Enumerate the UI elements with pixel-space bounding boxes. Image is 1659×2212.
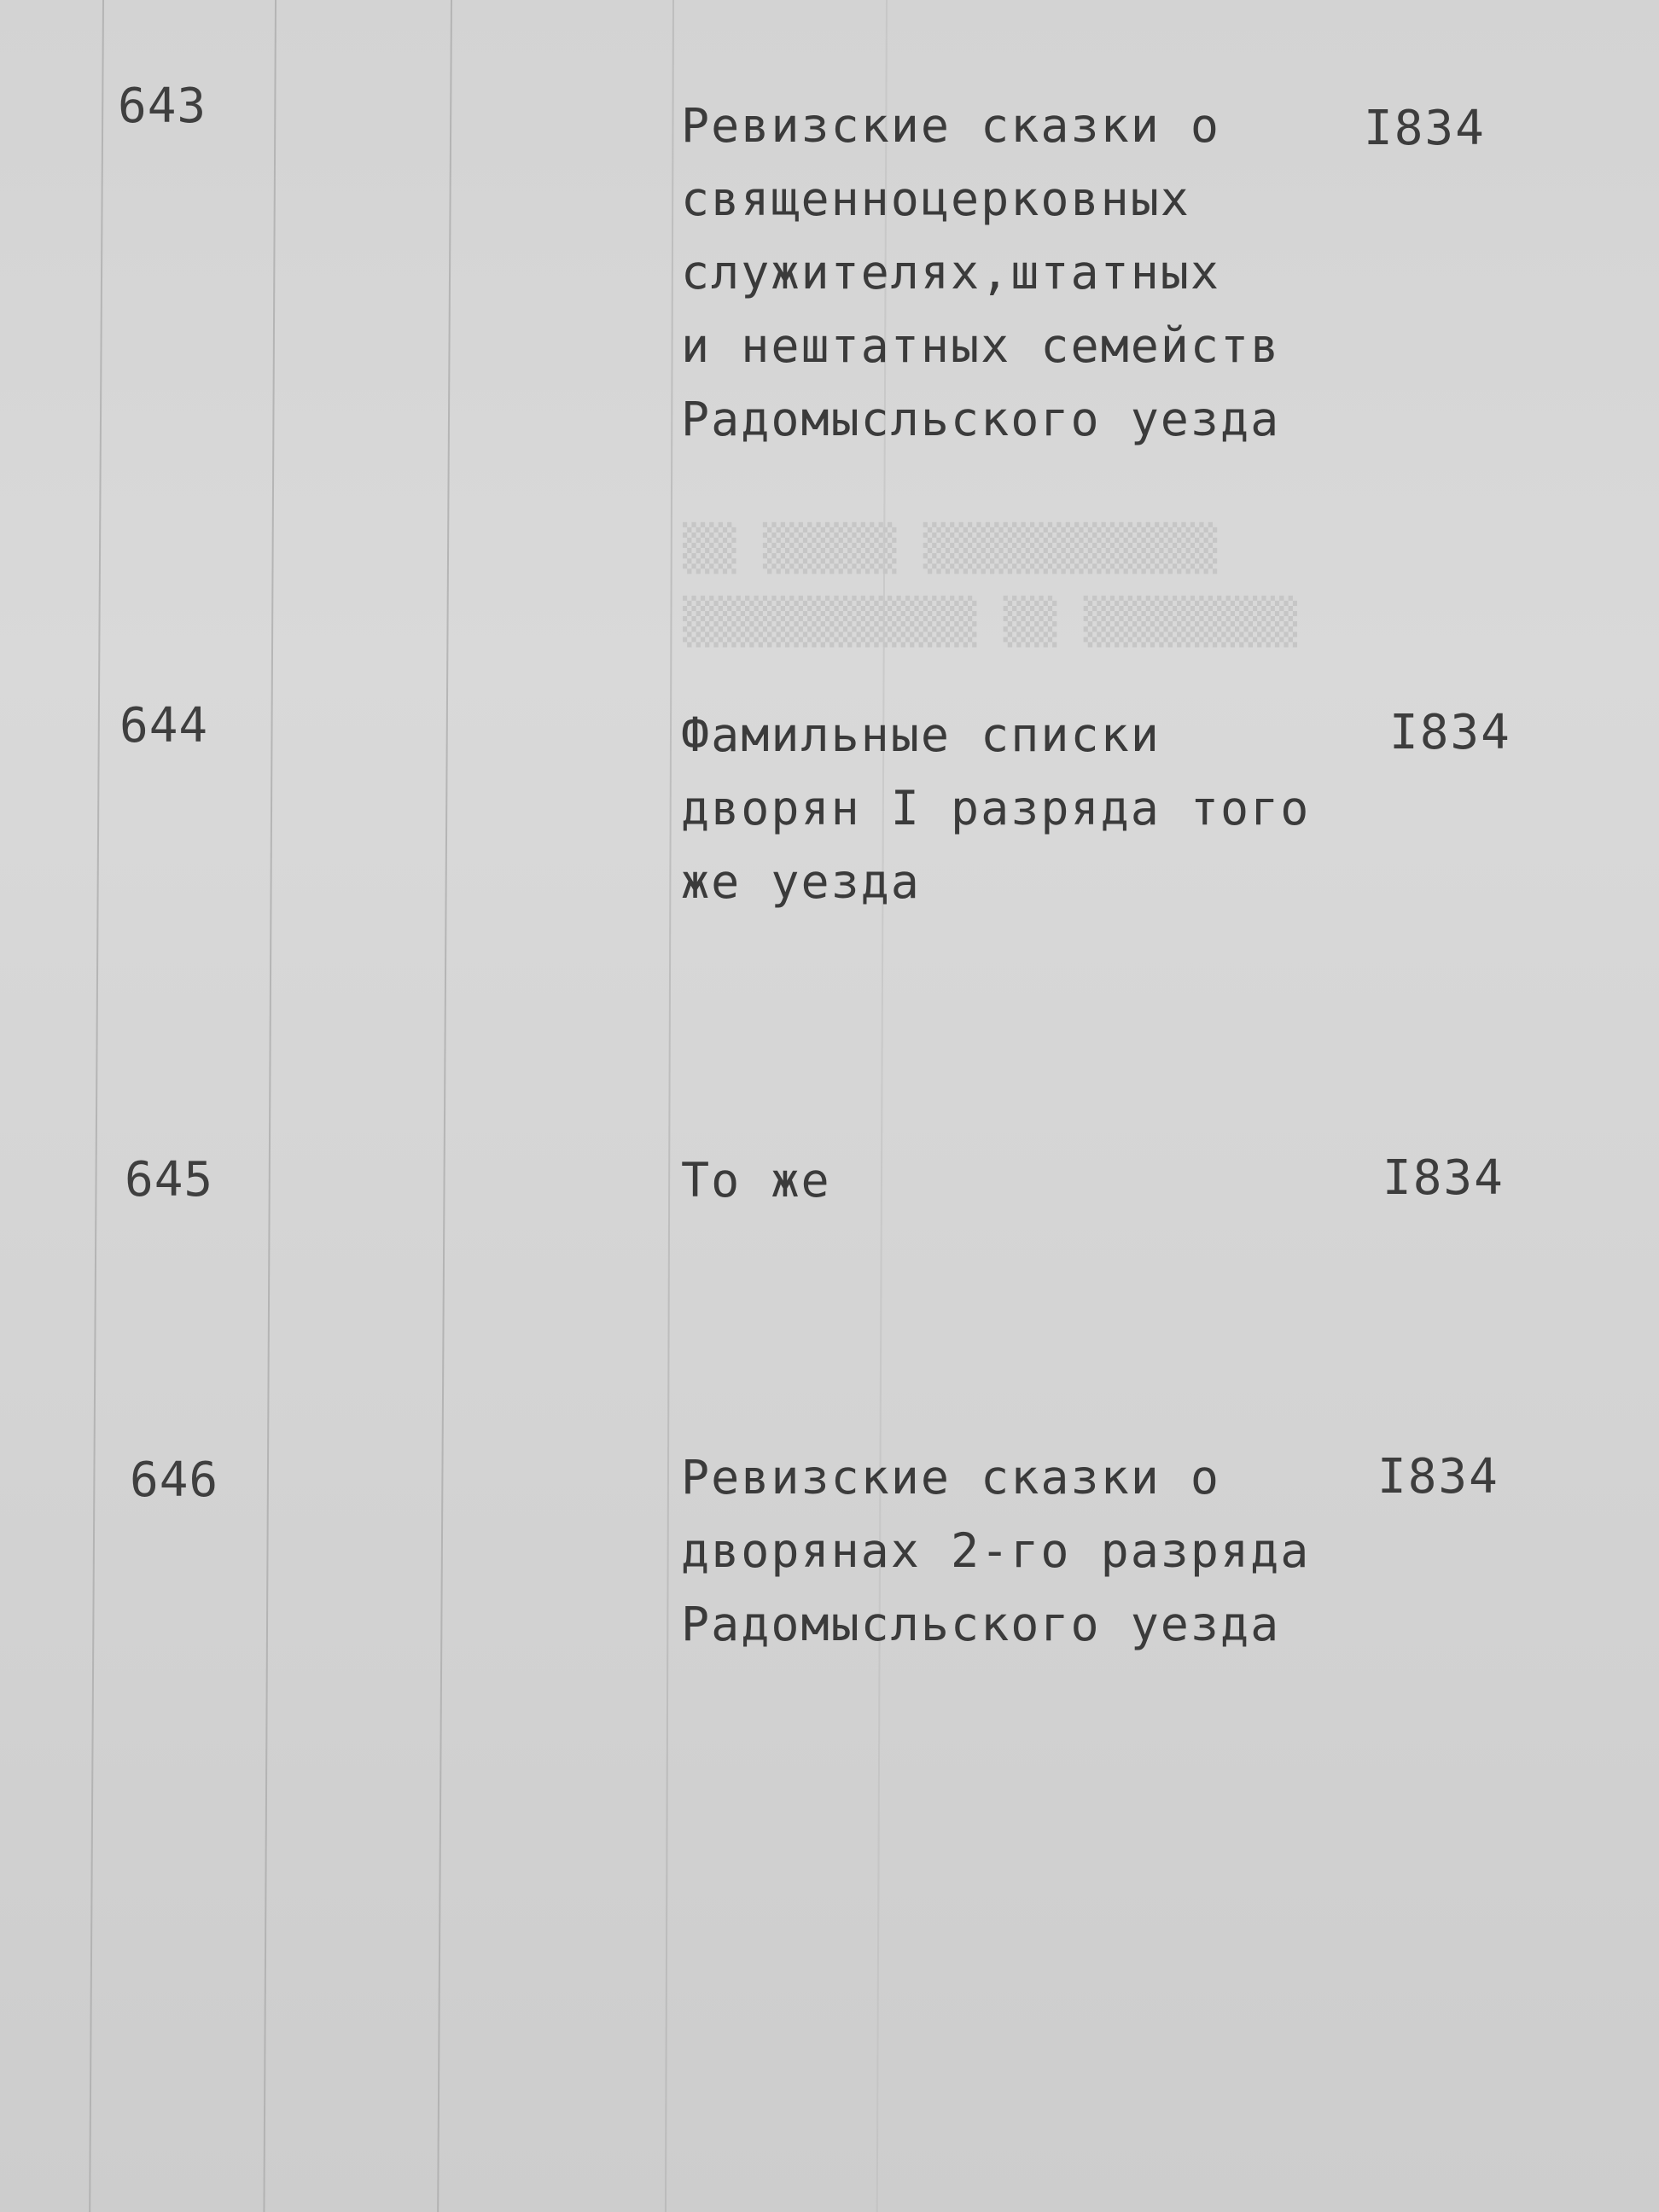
title-line: То же	[681, 1153, 831, 1208]
title-line: Радомысльского уезда	[681, 1597, 1281, 1651]
column-rule	[437, 0, 452, 2212]
entry-year: I834	[1382, 1150, 1505, 1206]
entry-number: 643	[118, 79, 207, 134]
column-rule	[263, 0, 276, 2212]
title-line: Радомысльского уезда	[681, 392, 1281, 446]
title-line: священноцерковных	[681, 172, 1190, 226]
entry-year: I834	[1377, 1449, 1499, 1505]
title-line: служителях,штатных	[681, 245, 1221, 300]
entry-title	[681, 89, 1280, 456]
bleed-through-text: ▒▒ ▒▒▒▒▒ ▒▒▒▒▒▒▒▒▒▒▒ ▒▒▒▒▒▒▒▒▒▒▒ ▒▒ ▒▒▒▒▒▒▒▒	[683, 523, 1298, 648]
title-line: дворян I разряда того	[681, 781, 1311, 835]
title-line: же уезда	[681, 854, 921, 909]
entry-title	[681, 1441, 1310, 1661]
column-rule	[665, 0, 674, 2212]
title-line: Ревизские сказки о	[681, 1450, 1221, 1505]
entry-title	[681, 1144, 831, 1217]
entry-year: I834	[1364, 101, 1486, 156]
entry-year: I834	[1389, 705, 1511, 760]
title-line: и нештатных семейств	[681, 318, 1281, 373]
title-line: дворянах 2-го разряда	[681, 1523, 1311, 1578]
title-line: Фамильные списки	[681, 707, 1161, 762]
title-line: Ревизские сказки о	[681, 98, 1221, 153]
entry-number: 644	[119, 698, 209, 754]
entry-number: 645	[125, 1152, 214, 1208]
column-rule	[89, 0, 104, 2212]
entry-number: 646	[130, 1452, 219, 1508]
entry-title	[681, 698, 1310, 918]
